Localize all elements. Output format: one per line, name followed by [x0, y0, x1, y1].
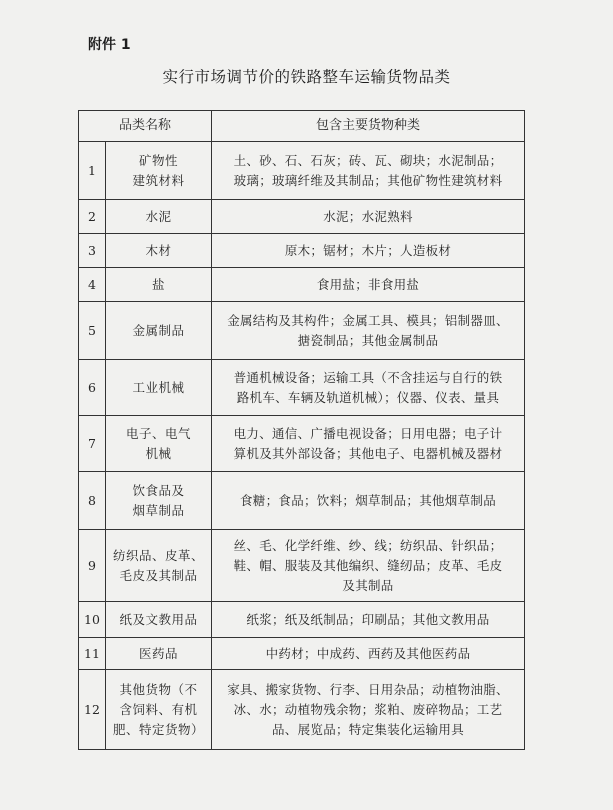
- row-number: 10: [79, 602, 106, 638]
- goods-types: 金属结构及其构件；金属工具、模具；铝制器皿、 搪瓷制品；其他金属制品: [212, 302, 525, 360]
- table-row: [79, 142, 525, 200]
- attachment-label: 附件 1: [88, 37, 131, 53]
- goods-types: 食糖；食品；饮料；烟草制品；其他烟草制品: [212, 472, 525, 530]
- goods-types: 电力、通信、广播电视设备；日用电器；电子计 算机及其外部设备；其他电子、电器机械及器材: [212, 416, 525, 472]
- document-title: 实行市场调节价的铁路整车运输货物品类: [162, 68, 451, 86]
- table-row: [79, 268, 525, 302]
- table-header-row: [79, 111, 525, 142]
- row-number: 4: [79, 268, 106, 302]
- table-row: [79, 302, 525, 360]
- goods-category-table: [78, 110, 525, 750]
- category-name: 金属制品: [106, 302, 212, 360]
- table-row: [79, 360, 525, 416]
- goods-types: 原木；锯材；木片；人造板材: [212, 234, 525, 268]
- header-goods-types: 包含主要货物种类: [212, 111, 525, 142]
- category-name: 工业机械: [106, 360, 212, 416]
- goods-types: 纸浆；纸及纸制品；印刷品；其他文教用品: [212, 602, 525, 638]
- row-number: 9: [79, 530, 106, 602]
- row-number: 2: [79, 200, 106, 234]
- goods-types: 家具、搬家货物、行李、日用杂品；动植物油脂、 冰、水；动植物残余物；浆粕、废碎物品；工艺 品、展览品；特定集装化运输用具: [212, 670, 525, 750]
- goods-types: 中药材；中成药、西药及其他医药品: [212, 638, 525, 670]
- table-row: [79, 200, 525, 234]
- table-row: [79, 602, 525, 638]
- goods-types: 食用盐；非食用盐: [212, 268, 525, 302]
- goods-types: 丝、毛、化学纤维、纱、线；纺织品、针织品； 鞋、帽、服装及其他编织、缝纫品；皮革、毛皮 及其制品: [212, 530, 525, 602]
- category-name: 水泥: [106, 200, 212, 234]
- row-number: 6: [79, 360, 106, 416]
- table-row: [79, 530, 525, 602]
- category-name: 纸及文教用品: [106, 602, 212, 638]
- row-number: 1: [79, 142, 106, 200]
- table-row: [79, 234, 525, 268]
- category-name: 木材: [106, 234, 212, 268]
- row-number: 12: [79, 670, 106, 750]
- category-name: 医药品: [106, 638, 212, 670]
- goods-types: 水泥；水泥熟料: [212, 200, 525, 234]
- category-name: 盐: [106, 268, 212, 302]
- row-number: 3: [79, 234, 106, 268]
- table-row: [79, 638, 525, 670]
- category-name: 饮食品及 烟草制品: [106, 472, 212, 530]
- category-name: 电子、电气 机械: [106, 416, 212, 472]
- row-number: 11: [79, 638, 106, 670]
- table-row: [79, 416, 525, 472]
- header-category-name: 品类名称: [79, 111, 212, 142]
- goods-types: 普通机械设备；运输工具（不含挂运与自行的铁 路机车、车辆及轨道机械）；仪器、仪表、量具: [212, 360, 525, 416]
- row-number: 5: [79, 302, 106, 360]
- category-name: 矿物性 建筑材料: [106, 142, 212, 200]
- table-row: [79, 472, 525, 530]
- goods-types: 土、砂、石、石灰；砖、瓦、砌块；水泥制品； 玻璃；玻璃纤维及其制品；其他矿物性建筑材料: [212, 142, 525, 200]
- row-number: 7: [79, 416, 106, 472]
- category-name: 其他货物（不 含饲料、有机 肥、特定货物）: [106, 670, 212, 750]
- table-row: [79, 670, 525, 750]
- category-name: 纺织品、皮革、 毛皮及其制品: [106, 530, 212, 602]
- row-number: 8: [79, 472, 106, 530]
